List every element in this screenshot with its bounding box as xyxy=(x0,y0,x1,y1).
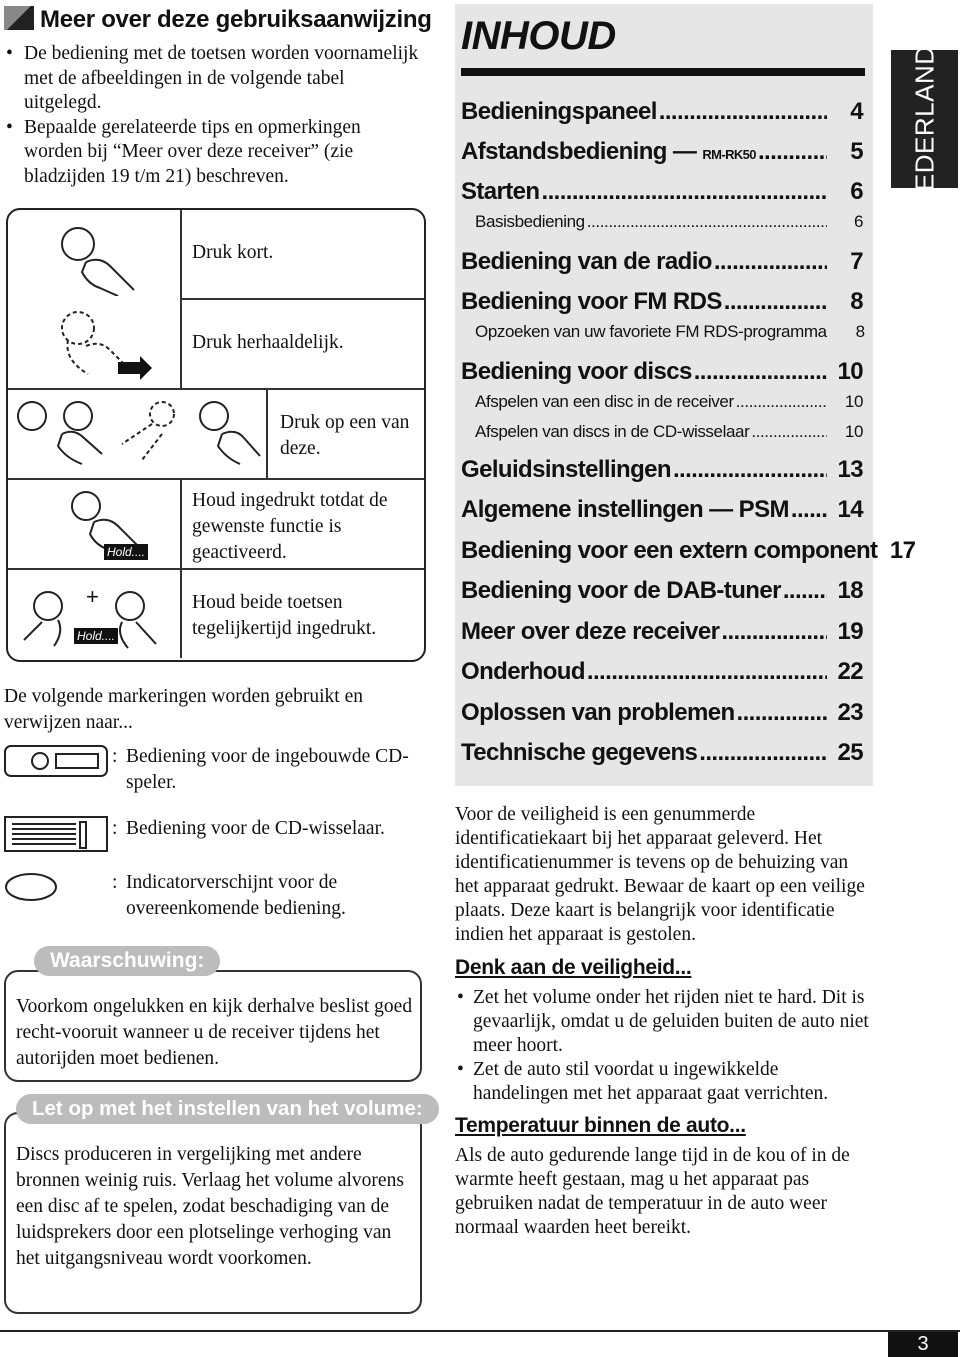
toc-subentry[interactable]: Afspelen van discs in de CD-wisselaar ..... 10 xyxy=(475,422,863,442)
markers-intro: De volgende markeringen worden gebruikt en verwijzen naar... xyxy=(4,686,363,733)
toc-entry[interactable]: Bediening voor een extern component 17 xyxy=(461,537,916,564)
volume-title: Let op met het instellen van het volume: xyxy=(16,1094,439,1124)
section-title: Meer over deze gebruiksaanwijzing xyxy=(4,6,432,34)
safety-intro: Voor de veiligheid is een genummerde identificatiekaart bij het apparaat geleverd. Het identificatienummer is tevens op de behuizing van het apparaat gedrukt. Bewaar de kaart op een veilige plaats. Deze kaart is belangrijk voor identificatie indien het apparaat is gestolen. xyxy=(455,804,865,945)
cd-changer-marker-icon xyxy=(4,816,108,852)
hold-label: Hold.... xyxy=(74,628,118,644)
warning-text: Voorkom ongelukken en kijk derhalve beslist goed recht-vooruit wanneer u de receiver tijdens het autorijden moet bedienen. xyxy=(16,996,413,1069)
safety-bullets xyxy=(455,986,875,1106)
marker-row: : Bediening voor de ingebouwde CD-speler. xyxy=(4,744,424,800)
toc-entry[interactable]: Geluidsinstellingen ..... 13 xyxy=(461,456,863,484)
toc-title: INHOUD xyxy=(461,14,616,58)
list-item: • Zet het volume onder het rijden niet te hard. Dit is gevaarlijk, omdat u de geluiden buiten de auto niet meer hoort. xyxy=(455,986,875,1058)
op-hold-both: Houd beide toetsen tegelijkertijd ingedrukt. xyxy=(192,592,377,639)
toc-subentry[interactable]: Basisbediening ..... 6 xyxy=(475,212,863,232)
temperature-text: Als de auto gedurende lange tijd in de kou of in de warmte heeft gestaan, mag u het apparaat pas gebruiken nadat de temperatuur in de auto weer normaal waarden heet bereikt. xyxy=(455,1145,850,1238)
toc-entry[interactable]: Bediening voor de DAB-tuner ..... 18 xyxy=(461,577,863,605)
marker-text: Indicatorverschijnt voor de overeenkomende bediening. xyxy=(126,872,346,919)
toc-entry[interactable]: Onderhoud ..... 22 xyxy=(461,658,863,686)
cd-player-marker-icon xyxy=(4,744,108,778)
press-one-icon xyxy=(12,394,262,476)
list-item: • De bediening met de toetsen worden voornamelijk met de afbeeldingen in de volgende tabel uitgelegd. xyxy=(4,42,424,116)
marker-row: : Bediening voor de CD-wisselaar. xyxy=(4,816,424,856)
temperature-heading: Temperatuur binnen de auto... xyxy=(455,1114,746,1137)
press-finger-icon xyxy=(48,218,138,296)
toc-entry[interactable]: Technische gegevens ..... 25 xyxy=(461,739,863,767)
toc-entry[interactable]: Bediening voor discs ..... 10 xyxy=(461,358,863,386)
plus-sign: + xyxy=(86,584,99,609)
intro-bullets xyxy=(4,42,424,189)
toc-entry[interactable]: Algemene instellingen — PSM ..... 14 xyxy=(461,496,863,524)
marker-text: Bediening voor de CD-wisselaar. xyxy=(126,818,385,839)
safety-heading: Denk aan de veiligheid... xyxy=(455,956,692,979)
toc-divider xyxy=(461,68,865,76)
section-marker-icon xyxy=(4,6,34,30)
table-of-contents xyxy=(455,4,916,786)
toc-subentry[interactable]: Opzoeken van uw favoriete FM RDS-programma 8 xyxy=(475,322,865,341)
toc-entry[interactable]: Meer over deze receiver ..... 19 xyxy=(461,618,863,646)
op-press-short: Druk kort. xyxy=(192,242,274,263)
op-press-repeat: Druk herhaaldelijk. xyxy=(192,332,344,353)
repeat-press-icon xyxy=(48,302,158,386)
footer-rule xyxy=(0,1330,960,1332)
marker-text: Bediening voor de ingebouwde CD-speler. xyxy=(126,746,409,793)
toc-entry[interactable]: Starten ..... 6 xyxy=(461,178,863,206)
language-tab: NEDERLANDS xyxy=(891,50,958,188)
toc-subentry[interactable]: Afspelen van een disc in de receiver ..... 10 xyxy=(475,392,863,412)
volume-text: Discs produceren in vergelijking met andere bronnen weinig ruis. Verlaag het volume alvorens een disc af te spelen, zodat beschadiging van de luidsprekers door een plotselinge verhoging van het uitgangsniveau wordt voorkomen. xyxy=(16,1144,404,1269)
toc-entry[interactable]: Bediening van de radio ..... 7 xyxy=(461,248,863,276)
toc-entry[interactable]: Bediening voor FM RDS ..... 8 xyxy=(461,288,863,316)
toc-entry[interactable]: Oplossen van problemen ..... 23 xyxy=(461,699,863,727)
warning-title: Waarschuwing: xyxy=(34,946,220,976)
page-number: 3 xyxy=(888,1332,958,1357)
list-item: • Zet de auto stil voordat u ingewikkelde handelingen met het apparaat gaat verrichten. xyxy=(455,1058,875,1106)
hold-label: Hold.... xyxy=(104,544,148,560)
volume-box xyxy=(4,1112,422,1314)
op-hold: Houd ingedrukt totdat de gewenste functie is geactiveerd. xyxy=(192,490,388,563)
marker-row: : Indicatorverschijnt voor de overeenkomende bediening. xyxy=(4,870,424,926)
warning-box xyxy=(4,970,422,1082)
toc-entry[interactable]: Bedieningspaneel ..... 4 xyxy=(461,98,863,126)
list-item: • Bepaalde gerelateerde tips en opmerkingen worden bij “Meer over deze receiver” (zie bladzijden 19 t/m 21) beschreven. xyxy=(4,116,424,190)
operations-table xyxy=(6,208,426,662)
op-press-one: Druk op een van deze. xyxy=(280,412,410,459)
toc-entry[interactable]: Afstandsbediening — RM-RK50 ..... 5 xyxy=(461,138,863,166)
indicator-marker-icon xyxy=(4,872,60,902)
